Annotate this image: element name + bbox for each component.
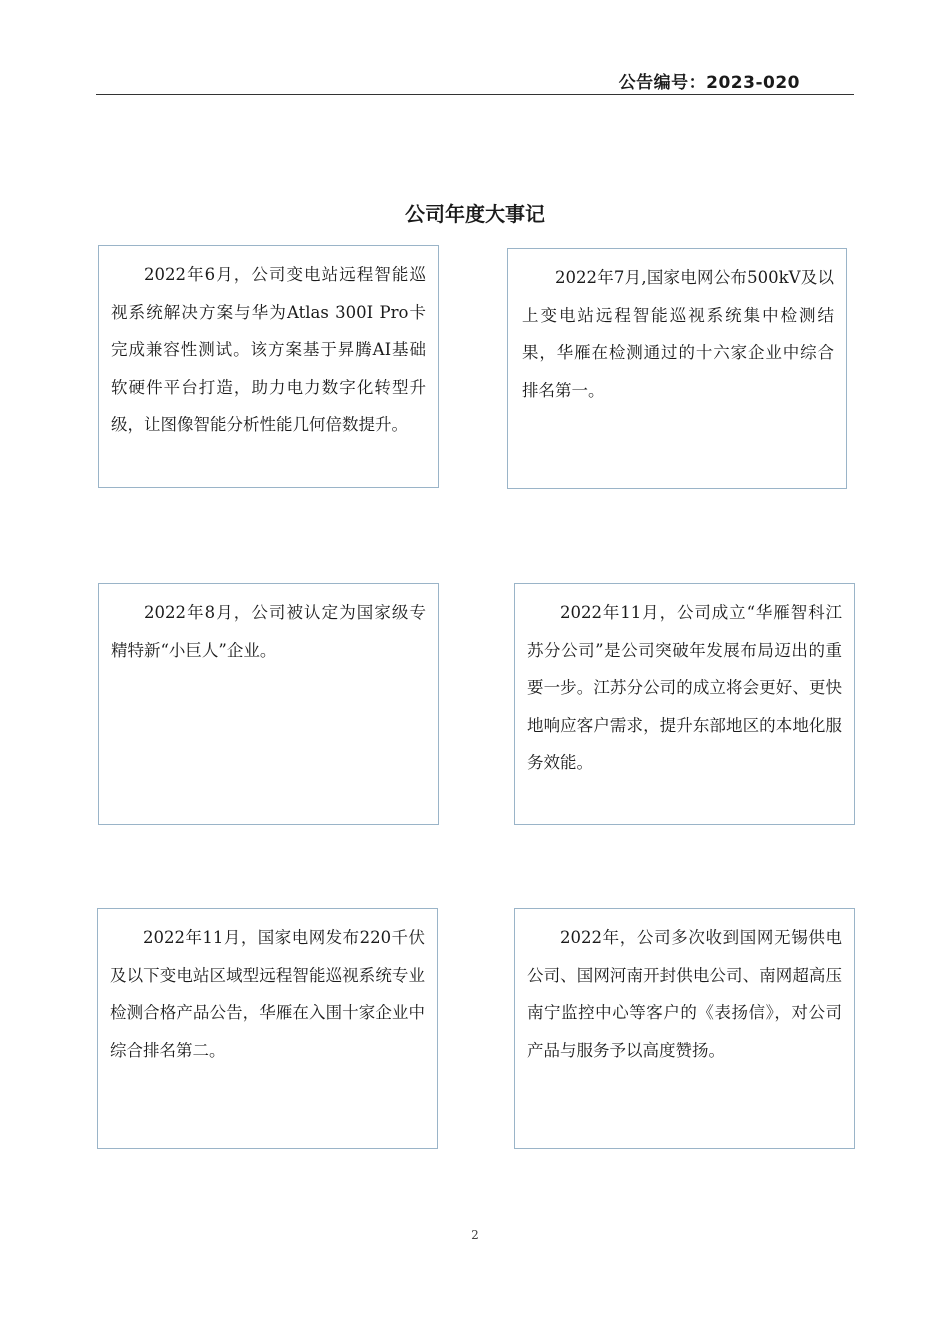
event-box xyxy=(514,583,855,825)
event-box xyxy=(507,248,847,489)
event-text: 2022年8月，公司被认定为国家级专精特新“小巨人”企业。 xyxy=(111,603,426,660)
event-box xyxy=(98,245,439,488)
header-divider xyxy=(96,94,854,95)
event-text: 2022年6月，公司变电站远程智能巡视系统解决方案与华为Atlas 300I Pro卡完成兼容性测试。该方案基于昇腾AI基础软硬件平台打造，助力电力数字化转型升级，让图像智能分析性能几何倍数提升。 xyxy=(111,265,426,434)
event-box xyxy=(98,583,439,825)
page-number: 2 xyxy=(471,1228,479,1242)
page-title: 公司年度大事记 xyxy=(405,202,545,226)
event-box xyxy=(514,908,855,1149)
event-text: 2022年，公司多次收到国网无锡供电公司、国网河南开封供电公司、南网超高压南宁监控中心等客户的《表扬信》，对公司产品与服务予以高度赞扬。 xyxy=(527,928,842,1060)
event-text: 2022年7月,国家电网公布500kV及以上变电站远程智能巡视系统集中检测结果，华雁在检测通过的十六家企业中综合排名第一。 xyxy=(522,268,834,400)
event-box xyxy=(97,908,438,1149)
announcement-code: 公告编号：2023-020 xyxy=(618,73,800,93)
event-text: 2022年11月，国家电网发布220千伏及以下变电站区域型远程智能巡视系统专业检测合格产品公告，华雁在入围十家企业中综合排名第二。 xyxy=(110,928,425,1060)
event-text: 2022年11月，公司成立“华雁智科江苏分公司”是公司突破年发展布局迈出的重要一步。江苏分公司的成立将会更好、更快地响应客户需求，提升东部地区的本地化服务效能。 xyxy=(527,603,842,772)
